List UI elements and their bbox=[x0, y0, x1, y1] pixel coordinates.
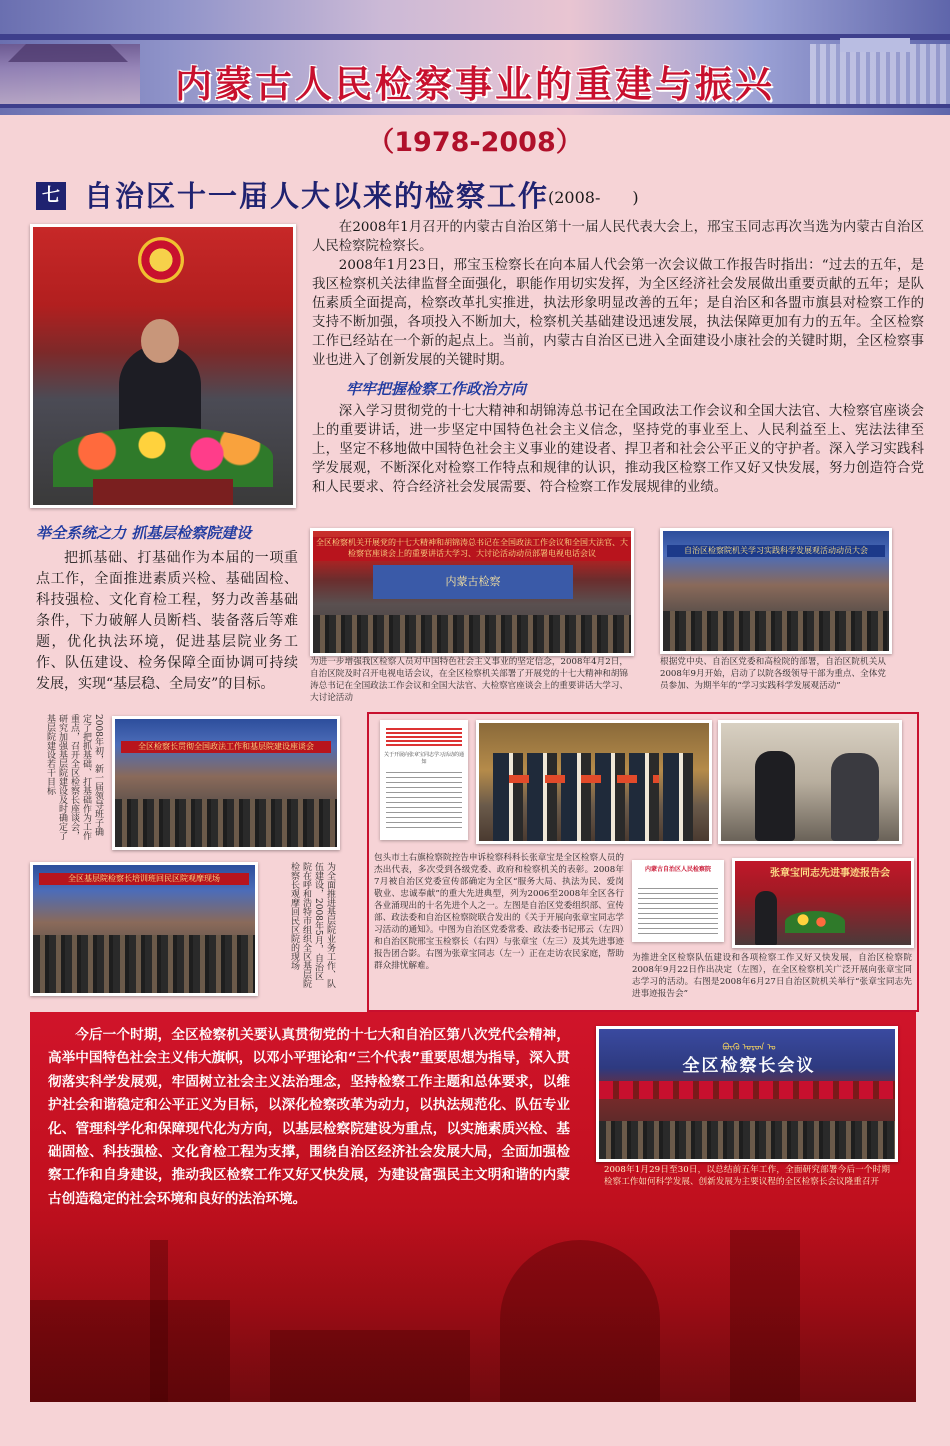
speaker-head bbox=[141, 319, 179, 363]
banner-stripe bbox=[0, 34, 950, 40]
conference-caption: 为进一步增强我区检察人员对中国特色社会主义事业的坚定信念，2008年4月2日，自治区院及时召开电视电话会议，在全区检察机关部署了开展党的十七大精神和胡锦涛总书记在全国政法工作会议和全国大法官、大检察官座谈会上的重要讲话大学习、大讨论活动 bbox=[310, 657, 628, 703]
conference-audience bbox=[313, 615, 631, 653]
decision-doc-lines bbox=[638, 888, 718, 934]
skyline-dome bbox=[500, 1240, 660, 1402]
grassroots-banner-text: 全区检察长贯彻全国政法工作和基层院建设座谈会 bbox=[121, 741, 331, 753]
notice-document bbox=[380, 720, 468, 840]
science-outlook-photo bbox=[660, 528, 892, 654]
section-years: (2008- ) bbox=[548, 188, 639, 207]
training-photo bbox=[30, 862, 258, 996]
meeting-script-text: ᠪᠦᠬᠦ ᠣᠷᠣᠨ ᠤ bbox=[722, 1043, 776, 1053]
notice-doc-lines bbox=[386, 772, 462, 832]
building-right-tower bbox=[840, 38, 910, 52]
notice-doc-title: 关于开展向张章宝同志学习活动的通知 bbox=[384, 752, 465, 765]
group-people bbox=[493, 753, 695, 841]
report-meeting-photo bbox=[732, 858, 914, 948]
intro-paragraph-2: 2008年1月23日，邢宝玉检察长在向本届人代会第一次会议做工作报告时指出：“过去的五年，是我区检察机关法律监督全面强化，职能作用切实发挥，为全区经济社会发展做出重要贡献的五年；是队伍素质全面提高，检察改革扎实推进，执法形象明显改善的五年；是自治区和各盟市旗县对检察工作的支持不断加强，各项投入不断加大，检察机关基础建设迅速发展，执法保障更加有力的五年。全区检察工作已经站在一个新的起点上。当前，内蒙古自治区已进入全面建设小康社会的关键时期，全区检察事业也进入了创新发展的关键时期。 bbox=[312, 258, 924, 368]
meeting-flags bbox=[599, 1081, 895, 1099]
closing-paragraph: 今后一个时期，全区检察机关要认真贯彻党的十七大和自治区第八次党代会精神，高举中国特色社会主义伟大旗帜，以邓小平理论和“三个代表”重要思想为指导，深入贯彻落实科学发展观，牢固树立社会主义法治理念，坚持检察工作主题和总体要求，以维护社会和谐稳定和公平正义为目标，以深化检察改革为动力，以执法规范化、队伍专业化、管理科学化和保障现代化为方向，以基层检察院建设为重点，以实施素质兴检、基础固检、科技强检、文化育检工程为支撑，围绕自治区经济社会发展大局，全面加强检察工作和自身建设，推动我区检察工作又好又快发展，为建设富强民主文明和谐的内蒙古创造稳定的社会环境和良好的法治环境。 bbox=[48, 1027, 570, 1207]
conference-photo bbox=[310, 528, 634, 656]
zhang-report-caption: 为推进全区检察队伍建设和各项检察工作又好又快发展，自治区检察院2008年9月22日作出决定（左图），在全区检察机关广泛开展向张章宝同志学习的活动。右图是2008年6月27日自治区院机关举行“张章宝同志先进事迹报告会” bbox=[632, 953, 912, 999]
prosecutors-meeting-caption: 2008年1月29日至30日，以总结前五年工作，全面研究部署今后一个时期检察工作如何科学发展、创新发展为主要议程的全区检察长会议隆重召开 bbox=[604, 1165, 890, 1187]
report-speaker bbox=[755, 891, 777, 945]
decision-document bbox=[632, 860, 724, 942]
grassroots-meeting-photo bbox=[112, 716, 340, 850]
grassroots-heading: 举全系统之力 抓基层检察院建设 bbox=[36, 524, 252, 542]
conference-screen: 内蒙古检察 bbox=[373, 565, 573, 599]
notice-doc-header bbox=[386, 728, 462, 746]
grassroots-paragraph: 把抓基础、打基础作为本届的一项重点工作，全面推进素质兴检、基础固检、科技强检、文化育检工程，努力改善基础条件，下力破解人员断档、装备落后等难题，优化执法环境，促进基层院业务工作、队伍建设、检务保障全面协调可持续发展，实现“基层稳、全局安”的目标。 bbox=[36, 550, 298, 692]
grassroots-audience bbox=[115, 799, 337, 847]
prosecutors-meeting-photo bbox=[596, 1026, 898, 1162]
politics-paragraph: 深入学习贯彻党的十七大精神和胡锦涛总书记在全国政法工作会议和全国大法官、大检察官座谈会上的重要讲话，进一步坚定中国特色社会主义信念，坚持党的事业至上、人民利益至上、宪法法律至上，坚定不移地做中国特色社会主义事业的建设者、捍卫者和社会公平正义的守护者。深入学习实践科学发展观，不断深化对检察工作特点和规律的认识，推动我区检察工作又好又快发展，努力创造符合党和人民要求、符合经济社会发展需要、符合检察工作发展规律的业绩。 bbox=[312, 404, 924, 495]
group-photo bbox=[476, 720, 712, 844]
meeting-audience bbox=[599, 1121, 895, 1159]
city-skyline-image bbox=[30, 1220, 916, 1402]
visitor-figure bbox=[755, 751, 795, 841]
skyline-tower bbox=[730, 1230, 800, 1402]
speaker-photo bbox=[30, 224, 296, 508]
skyline-chimney bbox=[150, 1240, 168, 1402]
section-title: 自治区十一届人大以来的检察工作 bbox=[84, 179, 550, 213]
podium bbox=[93, 479, 233, 505]
conference-banner-text: 全区检察机关开展党的十七大精神和胡锦涛总书记在全国政法工作会议和全国大法官、大检察官座谈会上的重要讲话大学习、大讨论活动动员部署电视电话会议 bbox=[313, 537, 631, 561]
report-flowers bbox=[785, 911, 845, 933]
training-vertical-caption: 为全面推进基层院业务工作、队伍建设，2008年5月，自治区院在呼和浩特市组织全区基层院检察长观摩回民区院的现场 bbox=[289, 862, 335, 988]
training-audience bbox=[33, 935, 255, 993]
national-emblem bbox=[138, 237, 184, 283]
flower-arrangement bbox=[53, 427, 273, 487]
decision-doc-header: 内蒙古自治区人民检察院 bbox=[644, 866, 711, 873]
skyline-block bbox=[270, 1330, 470, 1402]
meeting-banner-text: 全区检察长会议 bbox=[682, 1056, 816, 1076]
training-banner-text: 全区基层院检察长培训班回民区院观摩现场 bbox=[39, 873, 249, 885]
skyline-factory bbox=[30, 1300, 230, 1402]
science-audience bbox=[663, 611, 889, 651]
zhang-caption: 包头市土右旗检察院控告申诉检察科科长张章宝是全区检察人员的杰出代表，多次受到各级党委、政府和检察机关的表彰。2008年7月被自治区党委宣传部确定为全区“服务大局、执法为民、爱岗敬业、忠诚奉献”的重大先进典型，列为2006至2008年全区各行各业涌现出的十名先进个人之一。左图是自治区党委组织部、宣传部、政法委和自治区检察院联合发出的《关于开展向张章宝同志学习活动的通知》。中图为自治区党委常委、政法委书记邢云（左四）和自治区院邢宝玉检察长（右四）与张章宝（左三）及其先进事迹报告团合影。右图为张章宝同志（左一）正在走访农民家庭，帮助群众排忧解难。 bbox=[374, 853, 624, 971]
intro-paragraph-1: 在2008年1月召开的内蒙古自治区第十一届人民代表大会上，邢宝玉同志再次当选为内蒙古自治区人民检察院检察长。 bbox=[312, 220, 924, 254]
host-figure bbox=[831, 753, 879, 841]
family-visit-photo bbox=[718, 720, 902, 844]
section-number-badge: 七 bbox=[36, 182, 66, 210]
page-years: （1978-2008） bbox=[367, 127, 583, 158]
politics-heading: 牢牢把握检察工作政治方向 bbox=[346, 380, 527, 398]
science-banner-text: 自治区检察院机关学习实践科学发展观活动动员大会 bbox=[667, 545, 885, 557]
grassroots-vertical-caption: 2008年初，新一届领导班子确定了把抓基础、打基础作为工作重点，召开全区检察长座谈会，研究加强基层院建设及时确定了基层院建设若干目标 bbox=[45, 714, 103, 840]
page-title: 内蒙古人民检察事业的重建与振兴 bbox=[175, 63, 775, 106]
group-sashes bbox=[509, 775, 659, 783]
report-banner-text: 张章宝同志先进事迹报告会 bbox=[770, 868, 890, 879]
science-caption: 根据党中央、自治区党委和高检院的部署，自治区院机关从2008年9月开始，启动了以院各级领导干部为重点、全体党员参加、为期半年的“学习实践科学发展观活动” bbox=[660, 657, 886, 691]
